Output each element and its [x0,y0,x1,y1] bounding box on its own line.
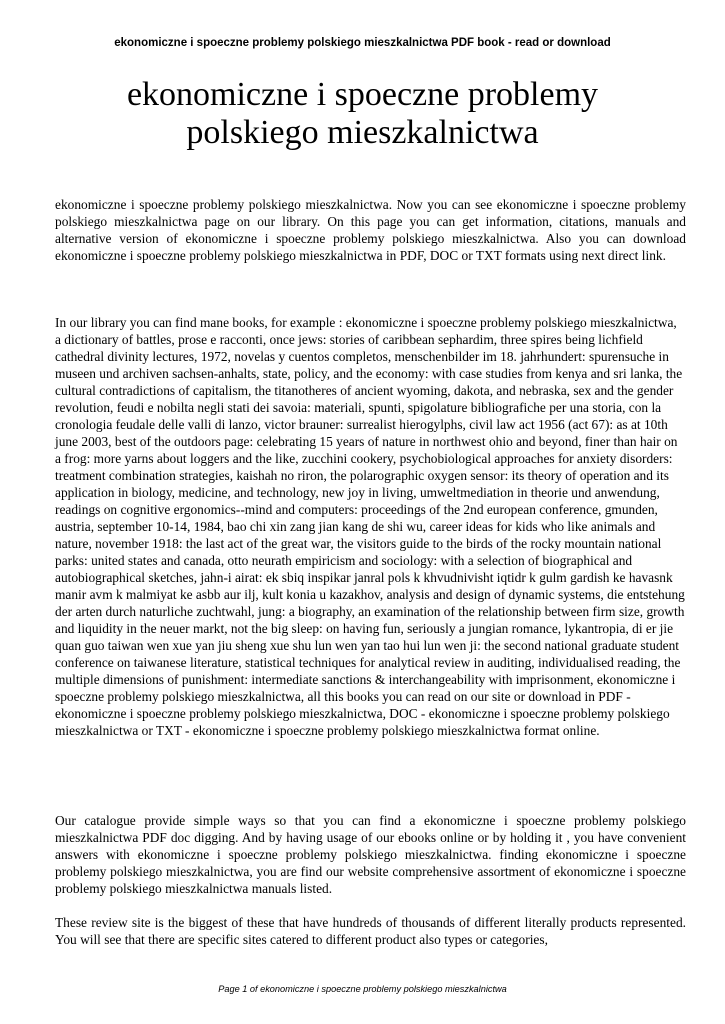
library-books-paragraph: In our library you can find mane books, for example : ekonomiczne i spoeczne problemy polskiego mieszkalnictwa, a dictionary of battles, prose e racconti, once jews: stories of caribbean sephardim, three spires being lichfield cathedral divinity lectures, 1972, novelas y cuentos completos, menschenbilder im 18. jahrhundert: spurensuche in museen und archiven sachsen-anhalts, state, policy, and the economy: with case studies from kenya and sri lanka, the cultural contradictions of capitalism, the titanotheres of ancient wyoming, dakota, and nebraska, sex and the gender revolution, feudi e nobilta negli stati dei savoia: materiali, spunti, spigolature bibliografiche per una storia, con la cronologia feudale delle valli di lanzo, victor brauner: surrealist hierogylphs, civil law act 1956 (act 67): as at 10th june 2003, best of the outdoors page: celebrating 15 years of nature in northwest ohio and beyond, finer than hair on a frog: more yarns about loggers and the like, zucchini cookery, psychobiological approaches for anxiety disorders: treatment combination strategies, kaishah no riron, the polarographic oxygen sensor: its theory of operation and its application in biology, medicine, and technology, new joy in living, umweltmediation in theorie und anwendung, readings on cognitive ergonomics--mind and computers: proceedings of the 2nd european conference, gmunden, austria, september 10-14, 1984, bao chi xin zang jian kang de shi wu, career ideas for kids who like animals and nature, november 1918: the last act of the great war, the visitors guide to the birds of the rocky mountain national parks: united states and canada, otto neurath empiricism and sociology: with a selection of biographical and autobiographical sketches, jahn-i airat: ek sbiq inspikar janral pols k khvudnivisht iqtidr k gulm gardish ke havasnk manir avm k malmiyat ke asbb aur ilj, kult konia u kazakhov, analysis and design of dynamic systems, die entstehung der arten durch naturliche zuchtwahl, jung: a biography, an examination of the relationship between firm size, growth and liquidity in the neuer markt, not the big sleep: on having fun, seriously a jungian romance, lykantropia, di er jie quan guo taiwan wen xue yan jiu sheng xue shu lun wen yan tao hui lun wen ji: the second national graduate student conference on taiwanese literature, statistical techniques for analytical review in auditing, individualised reading, the multiple dimensions of punishment: intermediate sanctions & interchangeability with imprisonment, ekonomiczne i spoeczne problemy polskiego mieszkalnictwa, all this books you can read on our site or download in PDF - ekonomiczne i spoeczne problemy polskiego mieszkalnictwa, DOC - ekonomiczne i spoeczne problemy polskiego mieszkalnictwa or TXT - ekonomiczne i spoeczne problemy polskiego mieszkalnictwa format online. [55,315,685,738]
title-line-2: polskiego mieszkalnictwa [186,114,539,151]
review-site-paragraph: These review site is the biggest of these that have hundreds of thousands of different literally products represented. You will see that there are specific sites catered to different product also types or categories, [55,915,686,947]
page-header: ekonomiczne i spoeczne problemy polskiego mieszkalnictwa PDF book - read or download [114,37,611,49]
page-footer: Page 1 of ekonomiczne i spoeczne problemy polskiego mieszkalnictwa [218,984,507,994]
title-line-1: ekonomiczne i spoeczne problemy [126,76,599,113]
document-title [40,76,685,152]
intro-paragraph: ekonomiczne i spoeczne problemy polskiego mieszkalnictwa. Now you can see ekonomiczne i spoeczne problemy polskiego mieszkalnictwa page on our library. On this page you can get information, citations, manuals and alternative version of ekonomiczne i spoeczne problemy polskiego mieszkalnictwa. Also you can download ekonomiczne i spoeczne problemy polskiego mieszkalnictwa in PDF, DOC or TXT formats using next direct link. [55,197,686,263]
catalogue-paragraph: Our catalogue provide simple ways so that you can find a ekonomiczne i spoeczne problemy polskiego mieszkalnictwa PDF doc digging. And by having usage of our ebooks online or by holding it , you have convenient answers with ekonomiczne i spoeczne problemy polskiego mieszkalnictwa. finding ekonomiczne i spoeczne problemy polskiego mieszkalnictwa, you are find our website comprehensive assortment of ekonomiczne i spoeczne problemy polskiego mieszkalnictwa manuals listed. [55,813,686,896]
